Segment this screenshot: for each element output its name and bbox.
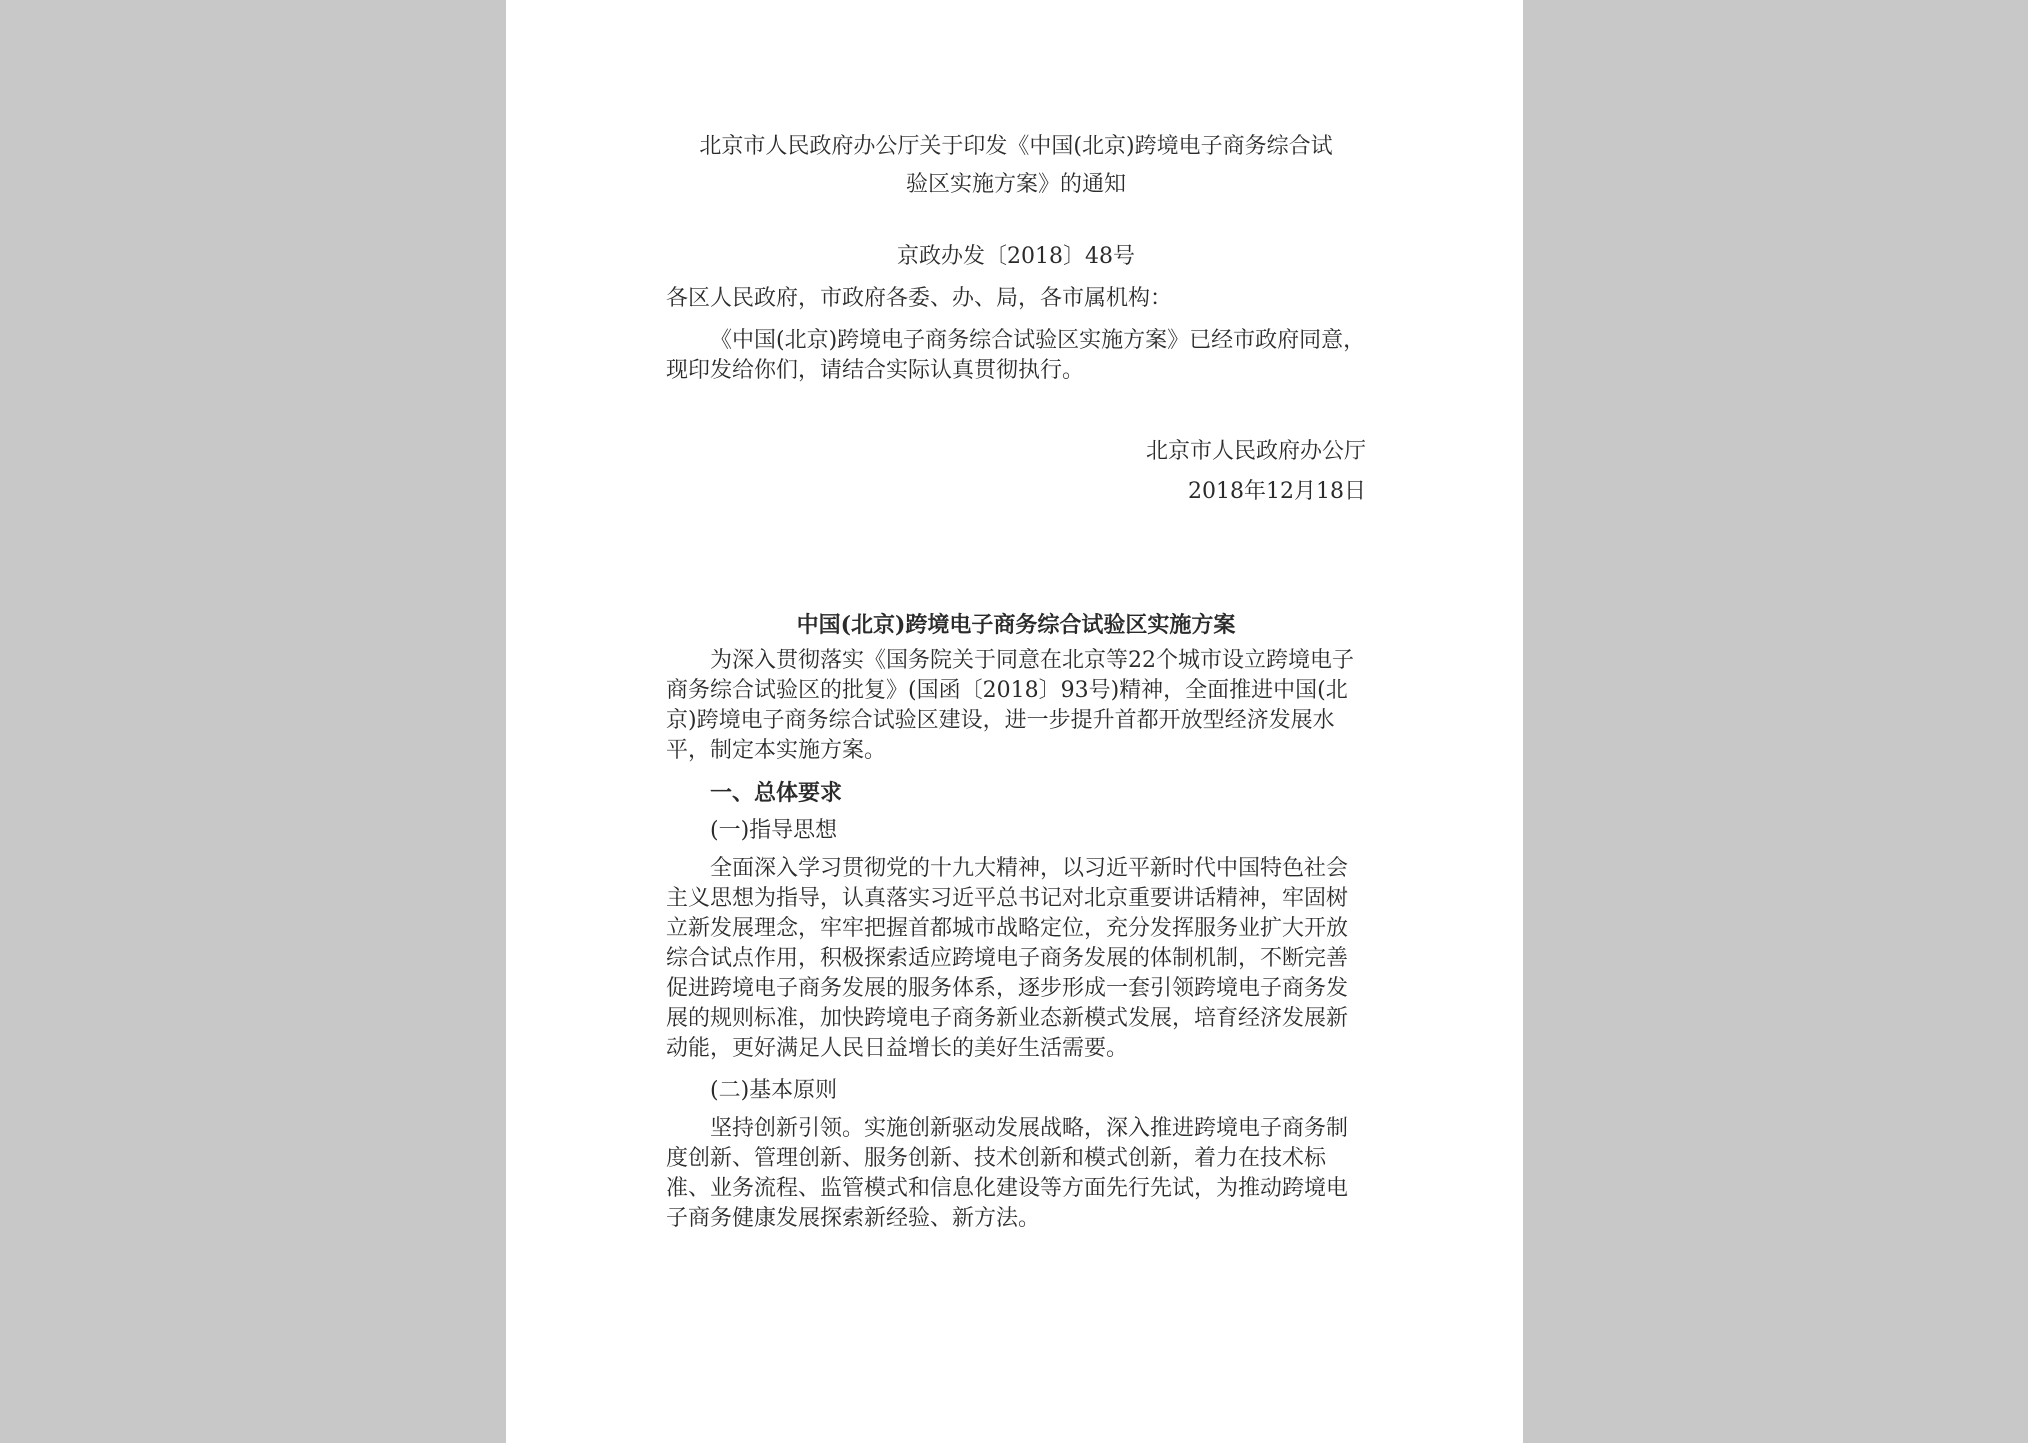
addressee: 各区人民政府，市政府各委、办、局，各市属机构：	[666, 286, 1173, 311]
signature-block	[666, 432, 1366, 512]
notice-title	[666, 128, 1366, 204]
notice-title-line-1: 北京市人民政府办公厅关于印发《中国(北京)跨境电子商务综合试	[699, 134, 1333, 159]
document-number: 京政办发〔2018〕48号	[897, 244, 1135, 269]
issue-date: 2018年12月18日	[1188, 479, 1366, 504]
document-page	[506, 0, 1523, 1443]
paragraph-basic-principles: 坚持创新引领。实施创新驱动发展战略，深入推进跨境电子商务制度创新、管理创新、服务创新、技术创新和模式创新，着力在技术标准、业务流程、监管模式和信息化建设等方面先行先试，为推动跨境电子商务健康发展探索新经验、新方法。	[666, 1116, 1349, 1231]
subheading-basic-principles: (二)基本原则	[710, 1078, 838, 1103]
plan-intro-paragraph: 为深入贯彻落实《国务院关于同意在北京等22个城市设立跨境电子商务综合试验区的批复》(国函〔2018〕93号)精神，全面推进中国(北京)跨境电子商务综合试验区建设，进一步提升首都开放型经济发展水平，制定本实施方案。	[666, 648, 1354, 763]
subheading-guiding-ideology: (一)指导思想	[710, 818, 838, 843]
notice-title-line-2: 验区实施方案》的通知	[905, 172, 1126, 197]
notice-body: 《中国(北京)跨境电子商务综合试验区实施方案》已经市政府同意，现印发给你们，请结合实际认真贯彻执行。	[666, 328, 1366, 383]
section-heading-general-requirements: 一、总体要求	[710, 780, 843, 806]
document-content	[666, 128, 1366, 1242]
issuer: 北京市人民政府办公厅	[1145, 439, 1366, 464]
paragraph-guiding-ideology: 全面深入学习贯彻党的十九大精神，以习近平新时代中国特色社会主义思想为指导，认真落实习近平总书记对北京重要讲话精神，牢固树立新发展理念，牢牢把握首都城市战略定位，充分发挥服务业扩大开放综合试点作用，积极探索适应跨境电子商务发展的体制机制，不断完善促进跨境电子商务发展的服务体系，逐步形成一套引领跨境电子商务发展的规则标准，加快跨境电子商务新业态新模式发展，培育经济发展新动能，更好满足人民日益增长的美好生活需要。	[666, 856, 1349, 1061]
plan-title: 中国(北京)跨境电子商务综合试验区实施方案	[796, 612, 1236, 638]
